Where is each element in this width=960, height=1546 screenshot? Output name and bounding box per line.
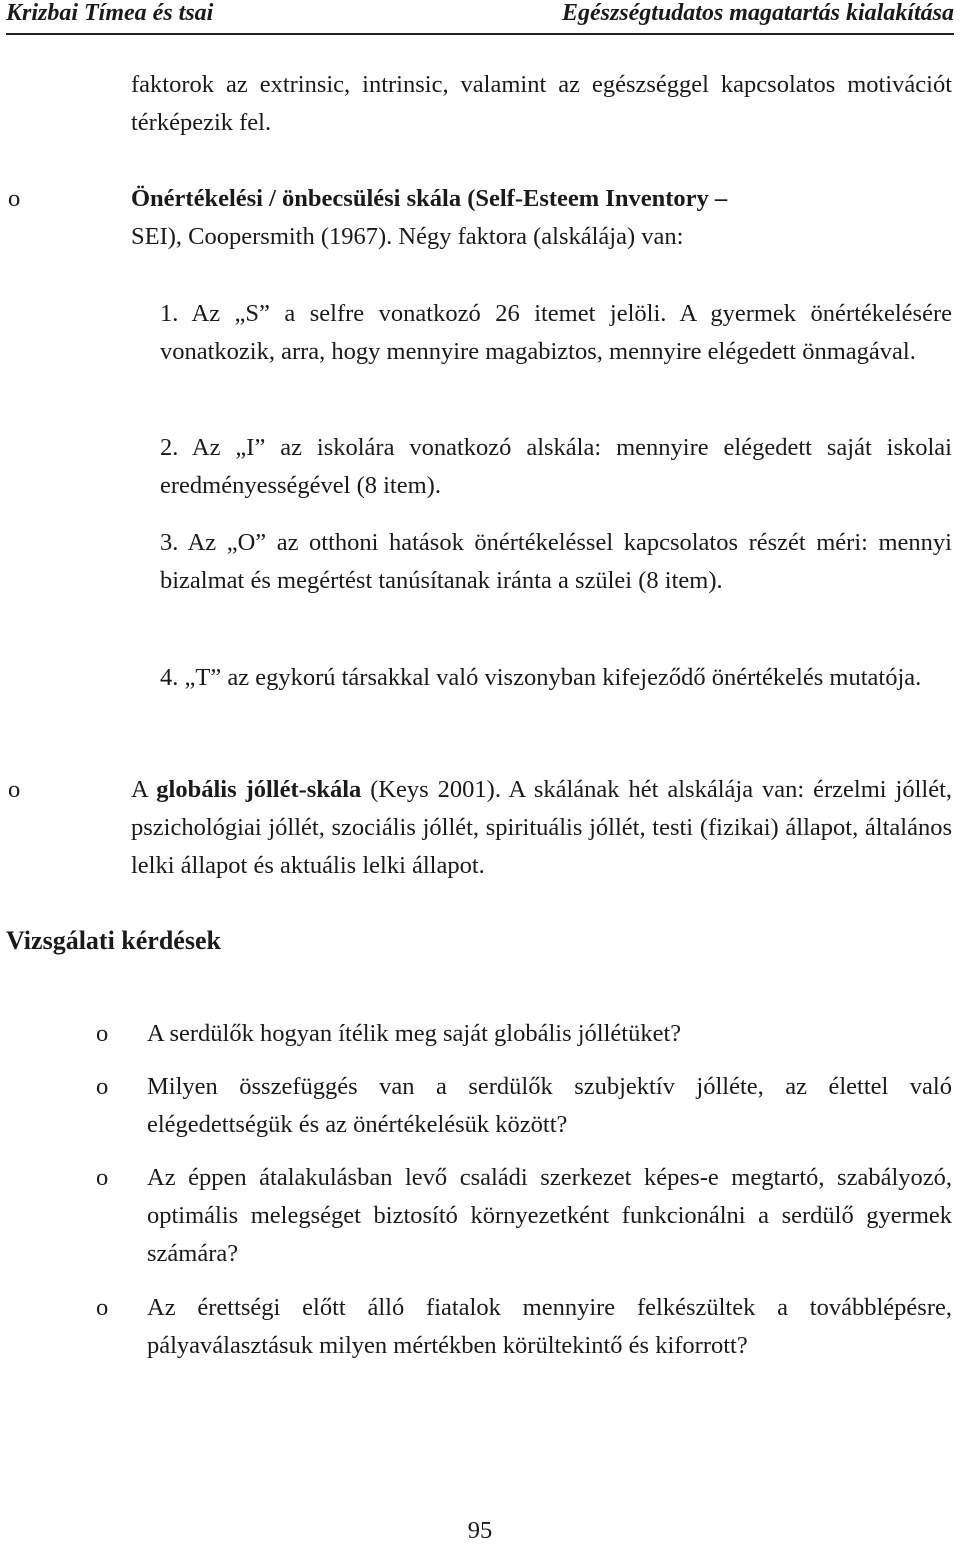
bullet-marker: o <box>8 776 21 803</box>
global-pre: A <box>131 776 157 803</box>
sei-title: Önértékelési / önbecsülési skála (Self-Esteem Inventory – <box>131 185 728 212</box>
subscale-item-3: 3. Az „O” az otthoni hatások önértékeléssel kapcsolatos részét méri: mennyi bizalmat és megértést tanúsítanak iránta a szülei (8 item). <box>160 529 952 594</box>
intro-paragraph: faktorok az extrinsic, intrinsic, valamint az egészséggel kapcsolatos motivációt térképezik fel. <box>131 71 952 136</box>
page-number: 95 <box>467 1517 493 1544</box>
section-heading: Vizsgálati kérdések <box>6 926 221 955</box>
question-4: Az érettségi előtt álló fiatalok mennyire felkészültek a továbblépésre, pályaválasztásuk milyen mértékben körültekintő és kiforrott? <box>147 1294 952 1359</box>
sei-details: SEI), Coopersmith (1967). Négy faktora (alskálája) van: <box>131 223 684 250</box>
bullet-marker: o <box>96 1164 109 1191</box>
question-2: Milyen összefüggés van a serdülők szubjektív jólléte, az élettel való elégedettségük és az önértékelésük között? <box>147 1073 952 1138</box>
header-title: Egészségtudatos magatartás kialakítása <box>561 0 954 26</box>
question-3: Az éppen átalakulásban levő családi szerkezet képes-e megtartó, szabályozó, optimális melegséget biztosító környezetként funkcionálni a serdülő gyermek számára? <box>147 1164 952 1267</box>
sei-paragraph <box>131 180 952 256</box>
question-1: A serdülők hogyan ítélik meg saját globális jóllétüket? <box>147 1020 682 1047</box>
subscale-item-1: 1. Az „S” a selfre vonatkozó 26 itemet jelöli. A gyermek önértékelésére vonatkozik, arra, hogy mennyire magabiztos, mennyire elégedett önmagával. <box>160 300 952 365</box>
running-header <box>6 0 954 35</box>
bullet-marker: o <box>96 1294 109 1321</box>
global-details: (Keys 2001). A skálának hét alskálája van: érzelmi jóllét, pszichológiai jóllét, szociális jóllét, spirituális jóllét, testi (fizikai) állapot, általános lelki állapot és aktuális lelki állapot. <box>131 776 953 879</box>
bullet-marker: o <box>8 185 21 212</box>
header-authors: Krizbai Tímea és tsai <box>6 0 214 26</box>
bullet-marker: o <box>96 1020 109 1047</box>
subscale-item-2: 2. Az „I” az iskolára vonatkozó alskála: mennyire elégedett saját iskolai eredményességével (8 item). <box>160 434 952 499</box>
subscale-item-4: 4. „T” az egykorú társakkal való viszonyban kifejeződő önértékelés mutatója. <box>160 664 922 691</box>
global-wellbeing-paragraph <box>131 771 952 885</box>
bullet-marker: o <box>96 1073 109 1100</box>
global-title: globális jóllét-skála <box>156 776 362 803</box>
